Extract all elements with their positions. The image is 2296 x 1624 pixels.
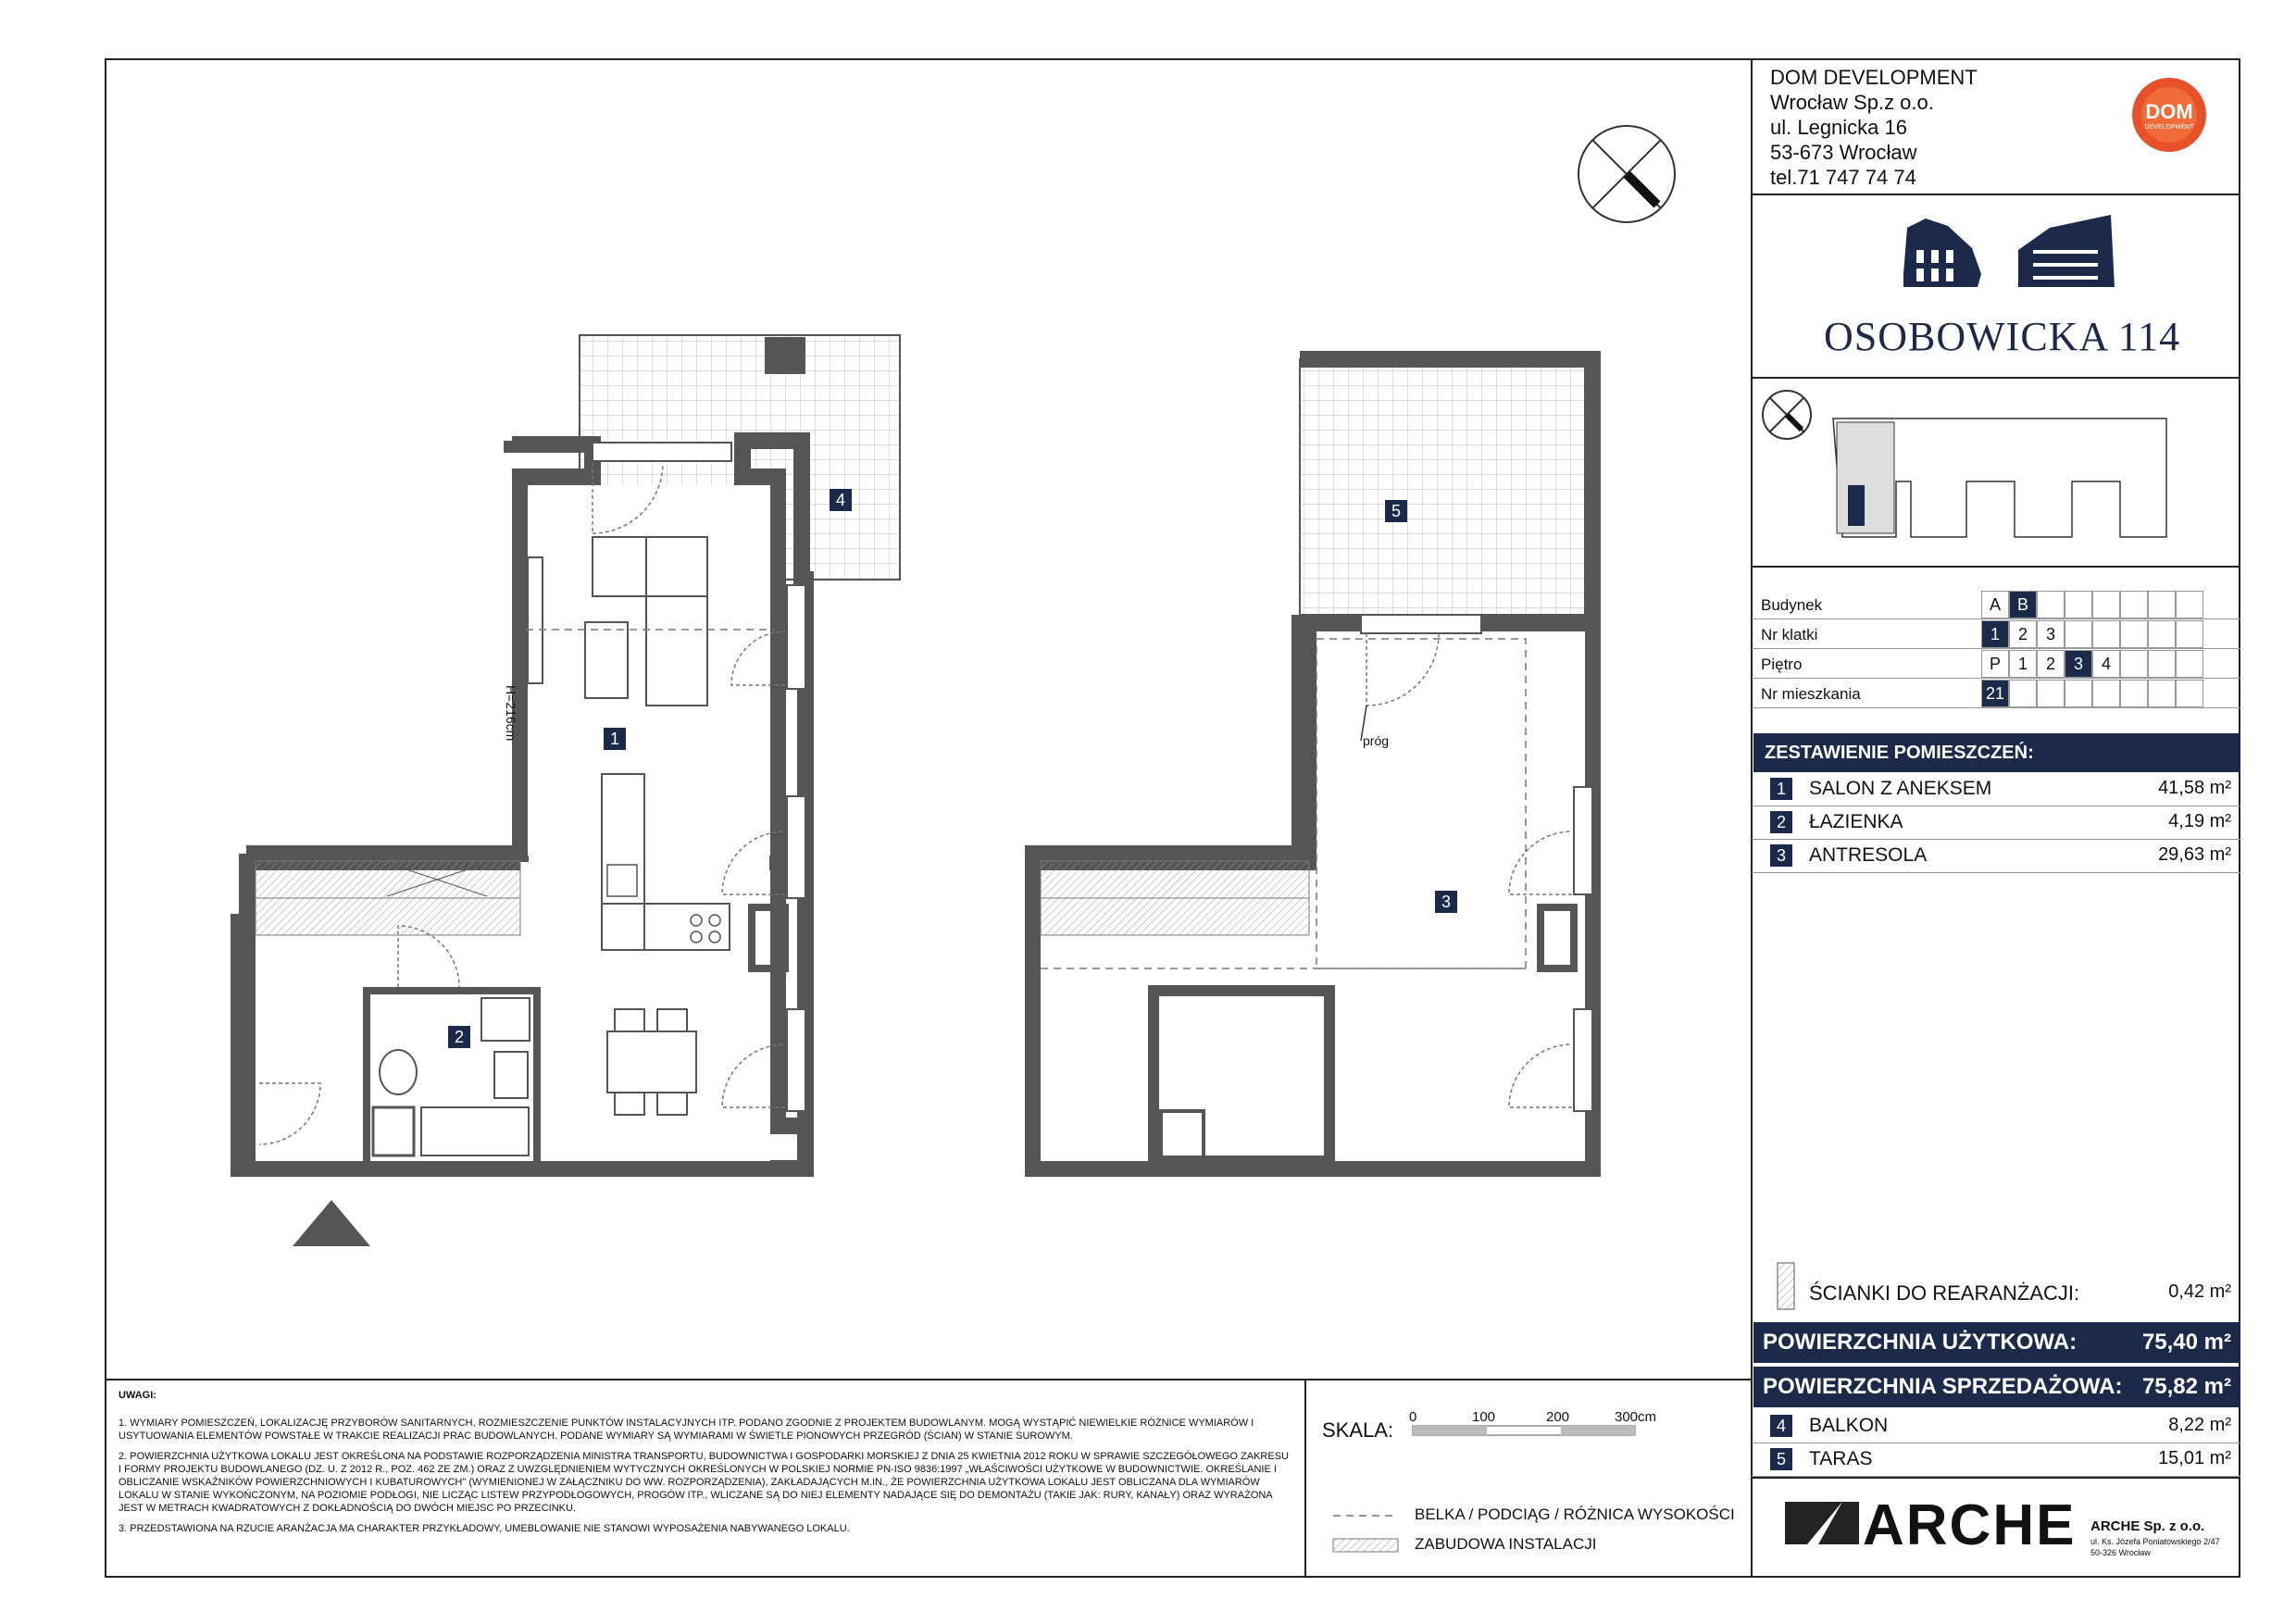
room-row-divider <box>1752 839 2240 840</box>
arche-logo-mark <box>1785 1502 1859 1544</box>
room-name: ANTRESOLA <box>1809 844 1928 866</box>
room-row-divider <box>1752 872 2240 873</box>
room-number: 1 <box>1770 778 1792 800</box>
room-area: 4,19 m² <box>2168 811 2231 831</box>
location-row-divider <box>1752 618 2240 619</box>
room-area: 15,01 m² <box>2158 1448 2231 1468</box>
architect-address-2: 50-326 Wrocław <box>2090 1548 2151 1557</box>
room-area: 8,22 m² <box>2168 1415 2231 1435</box>
north-arrow-icon <box>1578 126 1675 222</box>
scale-label: SKALA: <box>1322 1418 1394 1442</box>
partitions-label: ŚCIANKI DO REARANŻACJI: <box>1809 1281 2080 1305</box>
location-cell <box>2148 650 2176 678</box>
partitions-area: 0,42 m² <box>2168 1281 2231 1302</box>
project-title: OSOBOWICKA 114 <box>1824 314 2181 359</box>
company-city: 53-673 Wrocław <box>1770 141 1917 164</box>
usable-area-value: 75,40 m² <box>2141 1330 2231 1355</box>
company-line2: Wrocław Sp.z o.o. <box>1770 91 1934 114</box>
location-row-label: Nr klatki <box>1761 626 1818 643</box>
room-row-divider <box>1752 1476 2240 1477</box>
location-cell <box>2092 591 2120 618</box>
location-cell <box>2092 680 2120 707</box>
scale-tick-200: 200 <box>1546 1409 1570 1425</box>
room-marker-1: 1 <box>604 728 626 750</box>
scale-tick-100: 100 <box>1472 1409 1496 1425</box>
location-row-divider <box>1752 678 2240 679</box>
company-name: DOM DEVELOPMENT <box>1770 66 1978 89</box>
room-number: 2 <box>1770 811 1792 833</box>
scale-tick-0: 0 <box>1409 1409 1417 1425</box>
dom-logo-text: DOM <box>2145 100 2193 123</box>
location-cell <box>2176 591 2203 618</box>
height-note: H=216cm <box>504 685 518 742</box>
location-cell: 3 <box>2065 650 2092 678</box>
room-area: 41,58 m² <box>2158 778 2231 798</box>
sales-area-label: POWIERZCHNIA SPRZEDAŻOWA: <box>1763 1374 2123 1399</box>
note-1: 1. WYMIARY POMIESZCZEŃ, LOKALIZACJĘ PRZYBORÓW SANITARNYCH, ROZMIESZCZENIE PUNKTÓW INSTALACYJNYCH ITP. PODANO ZGODNIE Z PROJEKTEM BUDOWLANYM. MOGĄ WYSTĄPIĆ NIEWIELKIE RÓŻNICE WYMIARÓW I USYTUOWANIA ELEMENTÓW POWSTAŁE W TRAKCIE REALIZACJI PRAC BUDOWLANYCH. PODANE WYMIARY SĄ WYMIARAMI W ŚWIETLE PIONOWYCH PRZEGRÓD (ŚCIAN) W STANIE SUROWYM. <box>119 1418 1254 1442</box>
location-row-divider <box>1752 707 2240 708</box>
location-cell <box>2092 620 2120 648</box>
room-marker-5: 5 <box>1385 500 1407 522</box>
architect-name: ARCHE Sp. z o.o. <box>2090 1518 2205 1534</box>
location-row-label: Nr mieszkania <box>1761 685 1861 703</box>
location-cell <box>2176 620 2203 648</box>
room-name: TARAS <box>1809 1448 1873 1469</box>
legend-install: ZABUDOWA INSTALACJI <box>1415 1535 1597 1553</box>
osobowicka-building-logo <box>1903 215 2115 287</box>
location-cell: 1 <box>1981 620 2009 648</box>
room-number: 4 <box>1770 1415 1792 1437</box>
location-cell <box>2120 591 2148 618</box>
usable-area-label: POWIERZCHNIA UŻYTKOWA: <box>1763 1330 2078 1355</box>
company-street: ul. Legnicka 16 <box>1770 116 1907 139</box>
notes-title: UWAGI: <box>119 1390 156 1401</box>
location-cell <box>2065 591 2092 618</box>
location-cell: B <box>2009 591 2037 618</box>
room-number: 3 <box>1770 844 1792 867</box>
location-cell <box>2037 591 2065 618</box>
company-address <box>1770 65 1978 190</box>
location-cell: A <box>1981 591 2009 618</box>
architect-address-1: ul. Ks. Józefa Poniatowskiego 2/47 <box>2090 1537 2220 1546</box>
location-cell <box>2148 620 2176 648</box>
key-plan-diagram <box>1763 391 2166 537</box>
entrance-marker-icon <box>293 1200 370 1246</box>
arche-logo-text: ARCHE <box>1863 1493 2077 1557</box>
room-name: ŁAZIENKA <box>1809 811 1903 832</box>
location-cell <box>2176 650 2203 678</box>
scale-tick-300: 300cm <box>1615 1409 1657 1425</box>
note-3: 3. PRZEDSTAWIONA NA RZUCIE ARANŻACJA MA CHARAKTER PRZYKŁADOWY, UMEBLOWANIE NIE STANOWI WYPOSAŻENIA NABYWANEGO LOKALU. <box>119 1523 850 1534</box>
legend-beam: BELKA / PODCIĄG / RÓŻNICA WYSOKOŚCI <box>1415 1505 1735 1523</box>
location-cell <box>2009 680 2037 707</box>
room-name: BALKON <box>1809 1415 1889 1436</box>
location-cell <box>2065 680 2092 707</box>
location-cell <box>2176 680 2203 707</box>
room-area: 29,63 m² <box>2158 844 2231 865</box>
note-2: 2. POWIERZCHNIA UŻYTKOWA LOKALU JEST OKREŚLONA NA PODSTAWIE ROZPORZĄDZENIA MINISTRA TRANSPORTU, BUDOWNICTWA I GOSPODARKI MORSKIEJ Z DNIA 25 KWIETNIA 2012 ROKU W SPRAWIE SZCZEGÓŁOWEGO ZAKRESU I FORMY PROJEKTU BUDOWLANEGO (DZ. U. Z 2012 R., POZ. 462 ZE ZM.) ORAZ Z UWZGLĘDNIENIEM WYTYCZNYCH OKREŚLONYCH W POLSKIEJ NORMIE PN-ISO 9836:1997 „WŁAŚCIWOŚCI UŻYTKOWE W BUDOWNICTWIE. OKREŚLANIE I OBLICZANIE WSKAŹNIKÓW POWIERZCHNIOWYCH I KUBATUROWYCH" (WYMIENIONEJ W ZAŁĄCZNIKU DO WW. ROZPORZĄDZENIA), ZAKŁADAJĄCYCH M.IN., ŻE POWIERZCHNIA UŻYTKOWA LOKALU JEST OBLICZANA DLA WYMIARÓW LOKALU W STANIE WYKOŃCZONYM, NA POZIOMIE PODŁOGI, NIE LICZĄC LISTEW PRZYPODŁOGOWYCH, PROGÓW ITP., WLICZANE SĄ DO NIEJ ELEMENTY NADAJĄCE SIĘ DO DEMONTAŻU (TAKIE JAK: RURY, KANAŁY) ORAZ WYRAŻONA JEST W METRACH KWADRATOWYCH Z DOKŁADNOŚCIĄ DO DWÓCH MIEJSC PO PRZECINKU. <box>119 1451 1289 1514</box>
location-cell: 1 <box>2009 650 2037 678</box>
partition-swatch-icon <box>1778 1263 1794 1309</box>
location-cell <box>2120 680 2148 707</box>
room-marker-3: 3 <box>1435 891 1457 913</box>
room-number: 5 <box>1770 1448 1792 1470</box>
sales-area-value: 75,82 m² <box>2141 1374 2231 1399</box>
location-row-label: Piętro <box>1761 656 1803 673</box>
location-cell <box>2065 620 2092 648</box>
location-cell <box>2037 680 2065 707</box>
dom-logo-subtext: DEVELOPMENT <box>2144 124 2194 131</box>
notes <box>119 1389 1294 1535</box>
company-phone: tel.71 747 74 74 <box>1770 166 1916 189</box>
location-row-label: Budynek <box>1761 596 1823 614</box>
location-cell <box>2120 620 2148 648</box>
location-cell: 21 <box>1981 680 2009 707</box>
location-cell <box>2148 591 2176 618</box>
location-cell <box>2120 650 2148 678</box>
scale-bar <box>1413 1426 1635 1435</box>
location-cell <box>2148 680 2176 707</box>
rooms-header: ZESTAWIENIE POMIESZCZEŃ: <box>1753 733 2240 772</box>
room-name: SALON Z ANEKSEM <box>1809 778 1992 799</box>
location-cell: P <box>1981 650 2009 678</box>
location-row-divider <box>1752 648 2240 649</box>
room-marker-4: 4 <box>830 489 852 511</box>
location-cell: 3 <box>2037 620 2065 648</box>
room-marker-2: 2 <box>448 1026 470 1048</box>
location-cell: 2 <box>2009 620 2037 648</box>
location-cell: 4 <box>2092 650 2120 678</box>
threshold-note: próg <box>1363 733 1390 748</box>
location-cell: 2 <box>2037 650 2065 678</box>
